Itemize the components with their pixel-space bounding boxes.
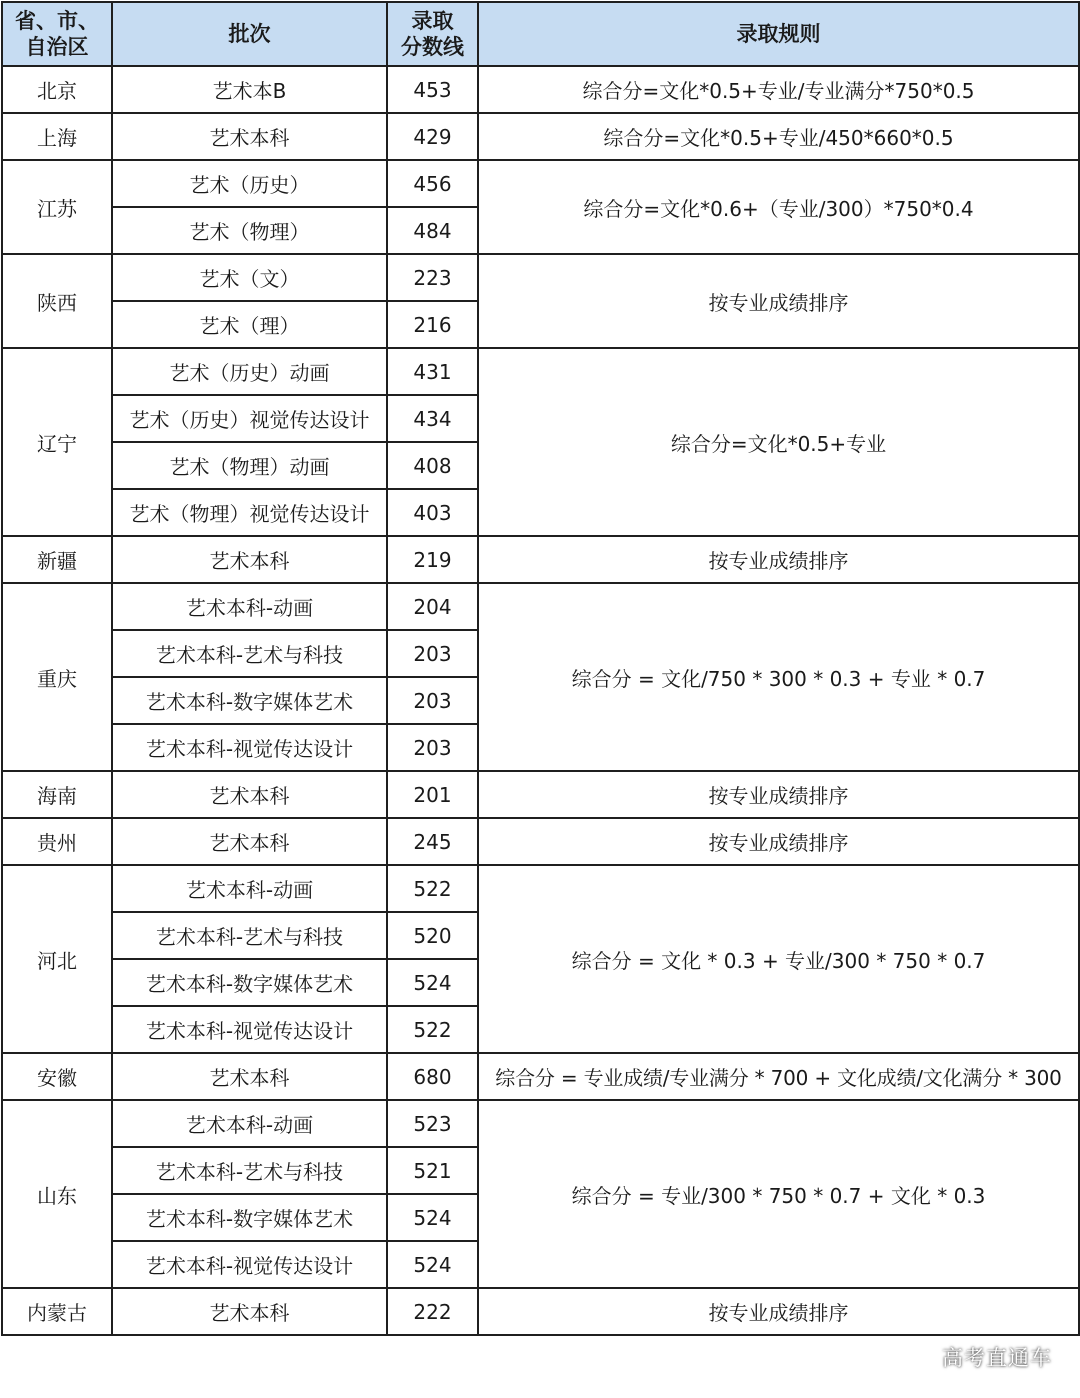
batch-cell: 艺术（历史）动画 [112, 348, 387, 395]
score-cell: 520 [387, 912, 478, 959]
score-cell: 219 [387, 536, 478, 583]
rule-cell: 综合分=文化*0.5+专业/专业满分*750*0.5 [478, 66, 1079, 113]
batch-cell: 艺术本科 [112, 1053, 387, 1100]
rule-cell: 综合分 = 专业成绩/专业满分 * 700 + 文化成绩/文化满分 * 300 [478, 1053, 1079, 1100]
score-cell: 203 [387, 677, 478, 724]
table-row [2, 254, 1079, 301]
score-cell: 408 [387, 442, 478, 489]
province-cell: 内蒙古 [2, 1288, 112, 1335]
score-cell: 522 [387, 865, 478, 912]
province-cell: 陕西 [2, 254, 112, 348]
batch-cell: 艺术本科-艺术与科技 [112, 630, 387, 677]
rule-cell: 按专业成绩排序 [478, 536, 1079, 583]
score-cell: 524 [387, 1194, 478, 1241]
table-row [2, 348, 1079, 395]
province-cell: 辽宁 [2, 348, 112, 536]
batch-cell: 艺术本科 [112, 771, 387, 818]
rule-cell: 按专业成绩排序 [478, 771, 1079, 818]
score-cell: 223 [387, 254, 478, 301]
batch-cell: 艺术本科-视觉传达设计 [112, 724, 387, 771]
province-cell: 新疆 [2, 536, 112, 583]
table-row [2, 113, 1079, 160]
batch-cell: 艺术（文） [112, 254, 387, 301]
batch-cell: 艺术本B [112, 66, 387, 113]
table-row [2, 160, 1079, 207]
header-score [387, 2, 478, 66]
score-cell: 222 [387, 1288, 478, 1335]
batch-cell: 艺术本科 [112, 536, 387, 583]
score-cell: 456 [387, 160, 478, 207]
batch-cell: 艺术（物理） [112, 207, 387, 254]
province-cell: 上海 [2, 113, 112, 160]
rule-cell: 综合分=文化*0.5+专业/450*660*0.5 [478, 113, 1079, 160]
header-score-line1: 录取 [411, 9, 454, 33]
province-cell: 海南 [2, 771, 112, 818]
score-cell: 680 [387, 1053, 478, 1100]
score-cell: 453 [387, 66, 478, 113]
rule-cell: 综合分 = 文化 * 0.3 + 专业/300 * 750 * 0.7 [478, 865, 1079, 1053]
batch-cell: 艺术（物理）动画 [112, 442, 387, 489]
batch-cell: 艺术本科 [112, 1288, 387, 1335]
score-cell: 431 [387, 348, 478, 395]
score-cell: 523 [387, 1100, 478, 1147]
score-cell: 203 [387, 630, 478, 677]
batch-cell: 艺术（物理）视觉传达设计 [112, 489, 387, 536]
batch-cell: 艺术本科-动画 [112, 583, 387, 630]
header-row [2, 2, 1079, 66]
score-cell: 524 [387, 1241, 478, 1288]
rule-cell: 按专业成绩排序 [478, 818, 1079, 865]
batch-cell: 艺术本科-艺术与科技 [112, 912, 387, 959]
table-row [2, 536, 1079, 583]
rule-cell: 综合分=文化*0.6+（专业/300）*750*0.4 [478, 160, 1079, 254]
province-cell: 北京 [2, 66, 112, 113]
score-cell: 216 [387, 301, 478, 348]
batch-cell: 艺术（历史） [112, 160, 387, 207]
province-cell: 贵州 [2, 818, 112, 865]
table-row [2, 1288, 1079, 1335]
score-cell: 524 [387, 959, 478, 1006]
table-row [2, 1100, 1079, 1147]
province-cell: 江苏 [2, 160, 112, 254]
province-cell: 河北 [2, 865, 112, 1053]
table-row [2, 818, 1079, 865]
score-cell: 522 [387, 1006, 478, 1053]
score-cell: 403 [387, 489, 478, 536]
rule-cell: 按专业成绩排序 [478, 1288, 1079, 1335]
table-row [2, 771, 1079, 818]
watermark: 高考直通车 [942, 1346, 1052, 1370]
table-row [2, 583, 1079, 630]
batch-cell: 艺术（理） [112, 301, 387, 348]
batch-cell: 艺术本科-数字媒体艺术 [112, 677, 387, 724]
province-cell: 山东 [2, 1100, 112, 1288]
score-cell: 201 [387, 771, 478, 818]
batch-cell: 艺术本科-艺术与科技 [112, 1147, 387, 1194]
header-province [2, 2, 112, 66]
batch-cell: 艺术本科 [112, 113, 387, 160]
rule-cell: 综合分 = 专业/300 * 750 * 0.7 + 文化 * 0.3 [478, 1100, 1079, 1288]
score-cell: 203 [387, 724, 478, 771]
table-row [2, 865, 1079, 912]
batch-cell: 艺术本科-视觉传达设计 [112, 1241, 387, 1288]
province-cell: 安徽 [2, 1053, 112, 1100]
header-score-line2: 分数线 [401, 35, 464, 59]
header-province-line2: 自治区 [25, 35, 89, 59]
batch-cell: 艺术本科-数字媒体艺术 [112, 1194, 387, 1241]
score-cell: 521 [387, 1147, 478, 1194]
table-body [2, 66, 1079, 1335]
header-batch: 批次 [112, 2, 387, 66]
rule-cell: 按专业成绩排序 [478, 254, 1079, 348]
admission-table [1, 1, 1080, 1336]
rule-cell: 综合分 = 文化/750 * 300 * 0.3 + 专业 * 0.7 [478, 583, 1079, 771]
score-cell: 434 [387, 395, 478, 442]
batch-cell: 艺术（历史）视觉传达设计 [112, 395, 387, 442]
batch-cell: 艺术本科-动画 [112, 1100, 387, 1147]
score-cell: 484 [387, 207, 478, 254]
score-cell: 204 [387, 583, 478, 630]
batch-cell: 艺术本科-动画 [112, 865, 387, 912]
batch-cell: 艺术本科-数字媒体艺术 [112, 959, 387, 1006]
score-cell: 429 [387, 113, 478, 160]
rule-cell: 综合分=文化*0.5+专业 [478, 348, 1079, 536]
batch-cell: 艺术本科 [112, 818, 387, 865]
table-row [2, 1053, 1079, 1100]
header-province-line1: 省、市、 [15, 9, 99, 33]
batch-cell: 艺术本科-视觉传达设计 [112, 1006, 387, 1053]
header-rule: 录取规则 [478, 2, 1079, 66]
score-cell: 245 [387, 818, 478, 865]
province-cell: 重庆 [2, 583, 112, 771]
table-row [2, 66, 1079, 113]
